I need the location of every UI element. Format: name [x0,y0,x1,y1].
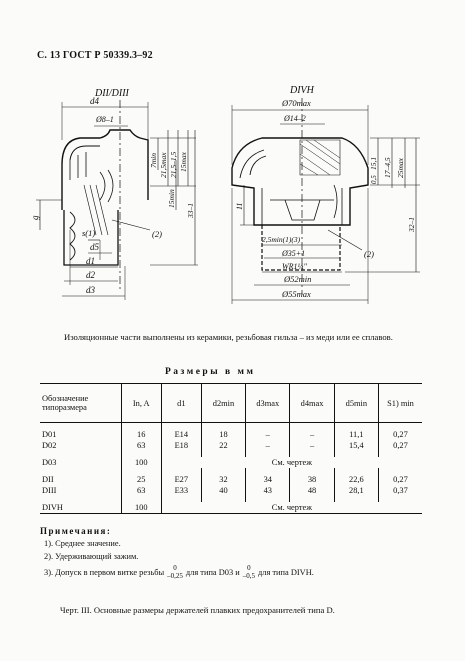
page-header: С. 13 ГОСТ Р 50339.3–92 [37,50,153,61]
dim-wr1-1-4: WR1¼" [282,262,307,271]
table-row: DIVH 100 См. чертеж [40,502,422,514]
table-row: DIII 63 E33 40 43 48 28,1 0,37 [40,485,422,496]
technical-drawing [0,60,465,325]
description-paragraph: Изоляционные части выполнены из керамики, резьбовая гильза – из меди или ее сплавов. [64,332,393,342]
col-d2min: d2min [201,384,245,423]
callout-2-left: (2) [152,229,162,239]
table-row: DII 25 E27 32 34 38 22,6 0,27 [40,474,422,485]
col-d4max: d4max [290,384,334,423]
note-3: 3). Допуск в первом витке резьбы 0 –0,25 для типа D03 и 0 –0,5 для типа DIVH. [44,564,314,580]
table-caption: Размеры в мм [165,367,256,377]
dim-d4: d4 [90,96,99,106]
dim-15max: 15max [179,152,188,172]
note-2: 2). Удерживающий зажим. [44,552,139,561]
dim-0-5: 0,5 [370,175,378,184]
dim-7min: 7min [149,153,158,168]
left-drawing-title: DII/DIII [95,88,129,99]
dim-phi55max: Ø55max [282,289,311,299]
dim-25max: 25max [396,158,405,178]
col-d5min: d5min [334,384,378,423]
tolerance-d03: 0 –0,25 [167,564,183,580]
col-type: Обозначение типоразмера [40,384,121,423]
dim-phi52min: Ø52min [284,274,312,284]
dimensions-table [40,383,422,514]
dim-11: 11 [235,202,244,210]
dim-15min: 15min [167,189,176,208]
col-in: In, A [121,384,161,423]
dim-15-1: 15,1 [369,156,378,170]
dim-17-4-5: 17–4,5 [383,157,392,178]
table-row: D01 16 E14 18 – – 11,1 0,27 [40,429,422,440]
tolerance-divh: 0 –0,5 [242,564,255,580]
notes-title: Примечания: [40,526,112,536]
table-row: D03 100 См. чертеж [40,457,422,468]
col-d3max: d3max [246,384,290,423]
dim-21-5max: 21,5max [159,152,168,178]
dim-2-5min: 2,5min(1)(3) [262,235,301,244]
callout-2-right: (2) [364,249,374,259]
dim-phi70max: Ø70max [282,98,311,108]
dim-phi8: Ø8–1 [96,115,114,124]
right-holder-drawing [232,98,420,304]
dim-d3: d3 [86,285,95,295]
table-row: D02 63 E18 22 – – 15,4 0,27 [40,440,422,451]
dim-s1: s(1) [82,228,96,238]
dim-21-5-1-5: 21,5–1,5 [169,151,178,178]
dim-g: g [30,215,40,220]
dim-d2: d2 [86,270,95,280]
right-drawing-title: DIVH [290,85,314,96]
note-1: 1). Среднее значение. [44,539,121,548]
figure-caption: Черт. III. Основные размеры держателей плавких предохранителей типа D. [60,605,335,615]
dim-33-1: 33–1 [186,203,195,218]
dim-phi14-2: Ø14–2 [284,114,306,123]
dim-d5: d5 [90,242,99,252]
dim-d1: d1 [86,256,95,266]
col-s1min: S1) min [378,384,422,423]
table-header-row [40,384,422,423]
col-d1: d1 [161,384,201,423]
dim-32-1: 32–1 [407,217,416,232]
dim-phi35: Ø35+1 [282,249,306,258]
